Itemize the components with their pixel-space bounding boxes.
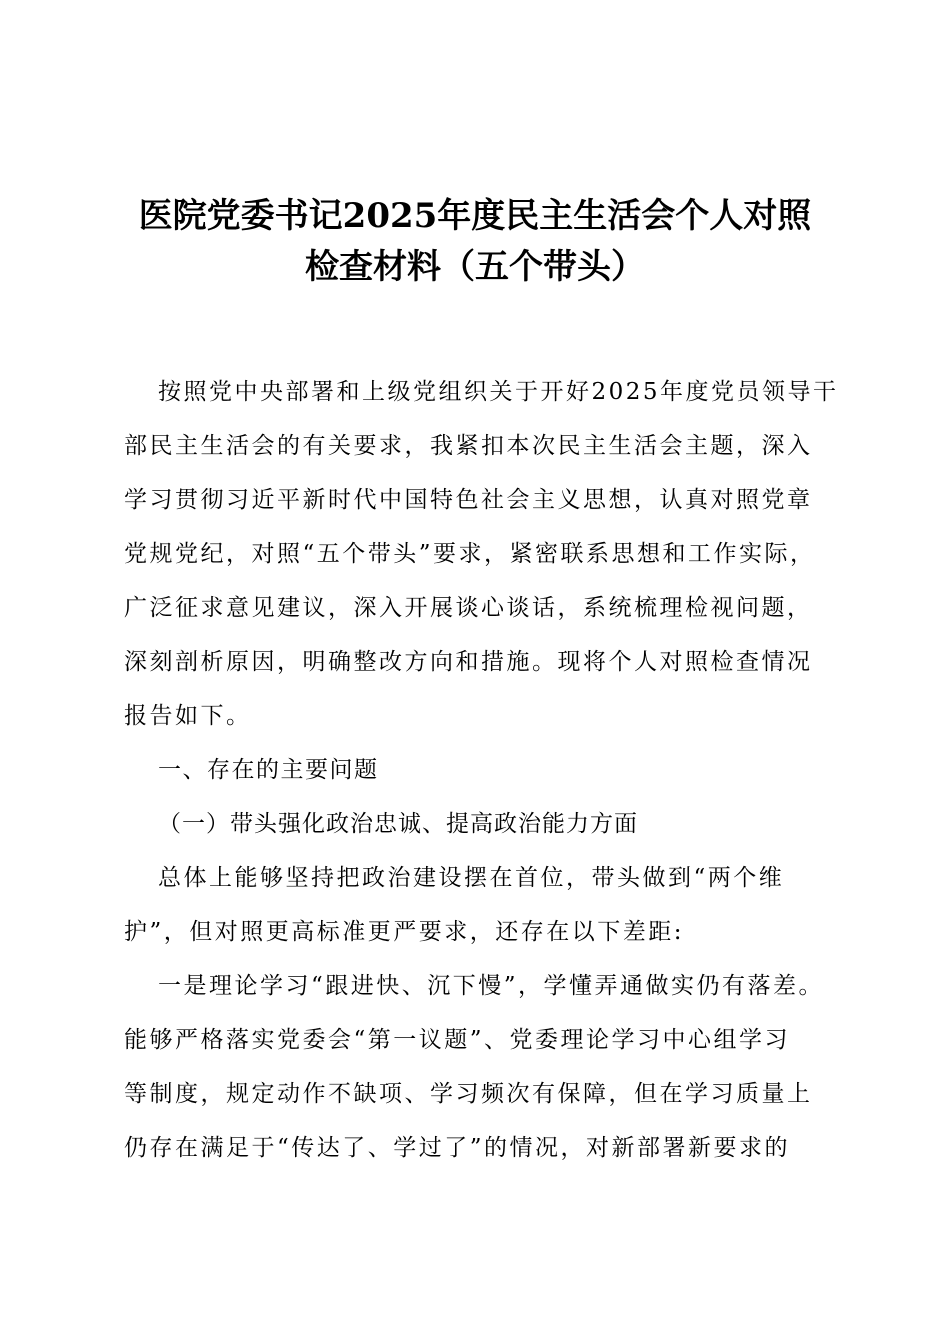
document-title-line-2: 检查材料（五个带头） xyxy=(305,247,645,287)
intro-line: 部民主生活会的有关要求，我紧扣本次民主生活会主题，深入 xyxy=(124,433,813,459)
paragraph-line: 护”，但对照更高标准更严要求，还存在以下差距: xyxy=(124,919,685,945)
intro-line: 学习贯彻习近平新时代中国特色社会主义思想，认真对照党章 xyxy=(124,487,813,513)
intro-line: 深刻剖析原因，明确整改方向和措施。现将个人对照检查情况 xyxy=(124,649,813,675)
intro-line: 报告如下。 xyxy=(124,703,252,729)
paragraph-line: 总体上能够坚持把政治建设摆在首位，带头做到“两个维 xyxy=(158,865,785,891)
paragraph-line: 等制度，规定动作不缺项、学习频次有保障，但在学习质量上 xyxy=(124,1081,813,1107)
section-heading: 一、存在的主要问题 xyxy=(158,757,379,783)
subsection-heading: （一）带头强化政治忠诚、提高政治能力方面 xyxy=(158,811,638,837)
paragraph-line: 仍存在满足于“传达了、学过了”的情况，对新部署新要求的 xyxy=(124,1135,791,1161)
paragraph-line: 一是理论学习“跟进快、沉下慢”，学懂弄通做实仍有落差。 xyxy=(158,973,825,999)
intro-line: 按照党中央部署和上级党组织关于开好2025年度党员领导干 xyxy=(158,379,839,405)
intro-line: 广泛征求意见建议，深入开展谈心谈话，系统梳理检视问题， xyxy=(124,595,813,621)
document-title-line-1: 医院党委书记2025年度民主生活会个人对照 xyxy=(138,196,812,236)
paragraph-line: 能够严格落实党委会“第一议题”、党委理论学习中心组学习 xyxy=(124,1027,791,1053)
intro-line: 党规党纪，对照“五个带头”要求，紧密联系思想和工作实际， xyxy=(124,541,816,567)
